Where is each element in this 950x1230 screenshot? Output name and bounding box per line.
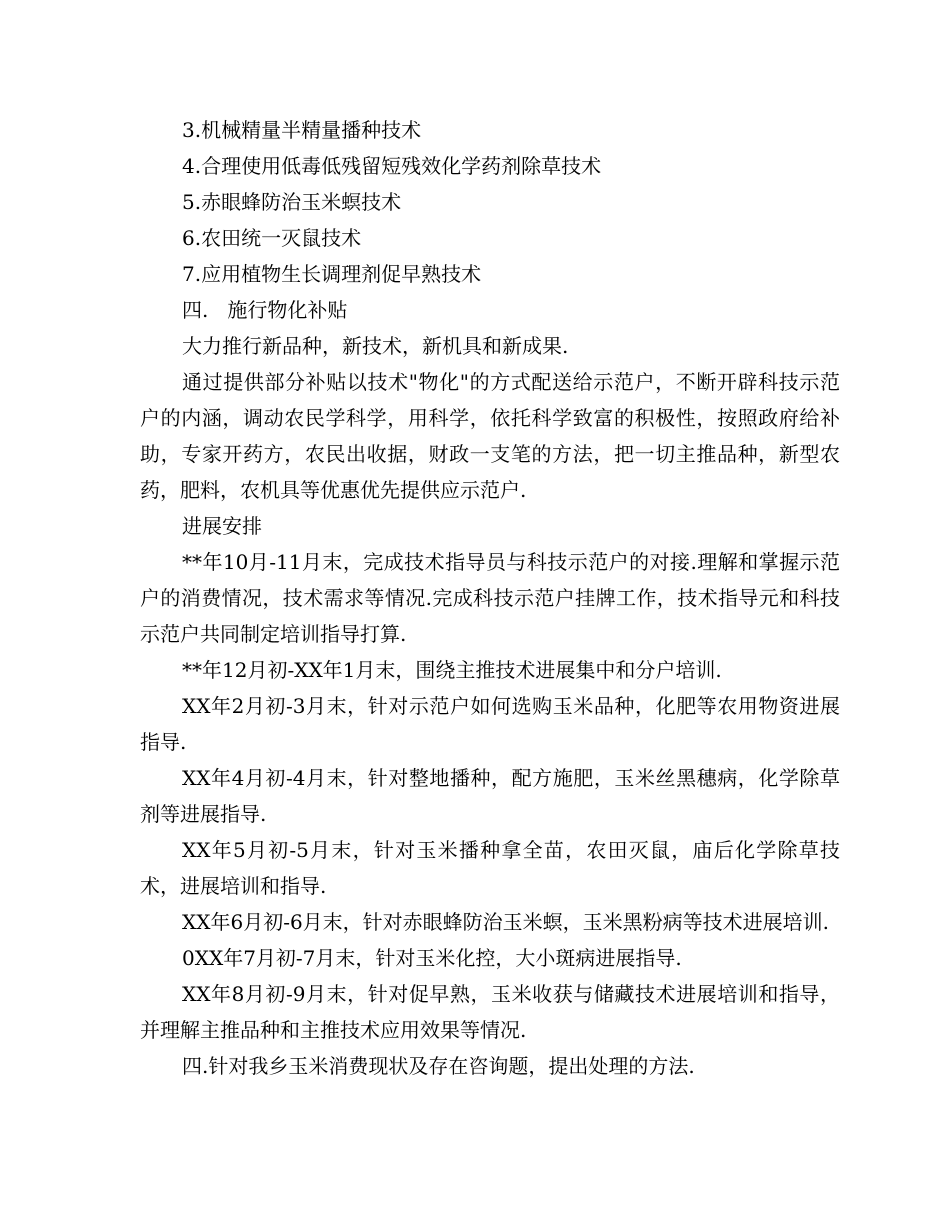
list-item-growth-regulator: 7.应用植物生长调理剂促早熟技术	[182, 262, 482, 286]
list-item-mechanical-sowing: 3.机械精量半精量播种技术	[182, 118, 422, 142]
list-item-trichogramma: 5.赤眼蜂防治玉米螟技术	[182, 190, 402, 214]
section-heading-subsidy: 四. 施行物化补贴	[182, 298, 348, 322]
schedule-item-aug-sep: XX年8月初-9月末，针对促早熟，玉米收获与储藏技术进展培训和指导，并理解主推品种和主推技术应用效果等情况.	[140, 982, 840, 1042]
schedule-item-oct-nov: **年10月-11月末，完成技术指导员与科技示范户的对接.理解和掌握示范户的消费情况，技术需求等情况.完成科技示范户挂牌工作，技术指导元和科技示范户共同制定培训指导打算.	[140, 550, 840, 646]
schedule-item-may: XX年5月初-5月末，针对玉米播种拿全苗，农田灭鼠，庙后化学除草技术，进展培训和指导.	[140, 838, 840, 898]
section-heading-solutions: 四.针对我乡玉米消费现状及存在咨询题，提出处理的方法.	[182, 1054, 695, 1078]
paragraph-promote: 大力推行新品种，新技术，新机具和新成果.	[182, 334, 569, 358]
section-heading-schedule: 进展安排	[182, 514, 262, 538]
schedule-item-jul: 0XX年7月初-7月末，针对玉米化控，大小斑病进展指导.	[182, 946, 682, 970]
schedule-item-dec-jan: **年12月初-XX年1月末，围绕主推技术进展集中和分户培训.	[182, 658, 722, 682]
list-item-herbicide: 4.合理使用低毒低残留短残效化学药剂除草技术	[182, 154, 602, 178]
schedule-item-jun: XX年6月初-6月末，针对赤眼蜂防治玉米螟，玉米黑粉病等技术进展培训.	[182, 910, 830, 934]
list-item-rodent-control: 6.农田统一灭鼠技术	[182, 226, 362, 250]
schedule-item-apr: XX年4月初-4月末，针对整地播种，配方施肥，玉米丝黑穗病，化学除草剂等进展指导.	[140, 766, 840, 826]
document-body	[140, 112, 840, 1084]
schedule-item-feb-mar: XX年2月初-3月末，针对示范户如何选购玉米品种，化肥等农用物资进展指导.	[140, 694, 840, 754]
paragraph-subsidy-method: 通过提供部分补贴以技术"物化"的方式配送给示范户，不断开辟科技示范户的内涵，调动农民学科学，用科学，依托科学致富的积极性，按照政府给补助，专家开药方，农民出收据，财政一支笔的方法，把一切主推品种，新型农药，肥料，农机具等优惠优先提供应示范户.	[140, 370, 840, 502]
